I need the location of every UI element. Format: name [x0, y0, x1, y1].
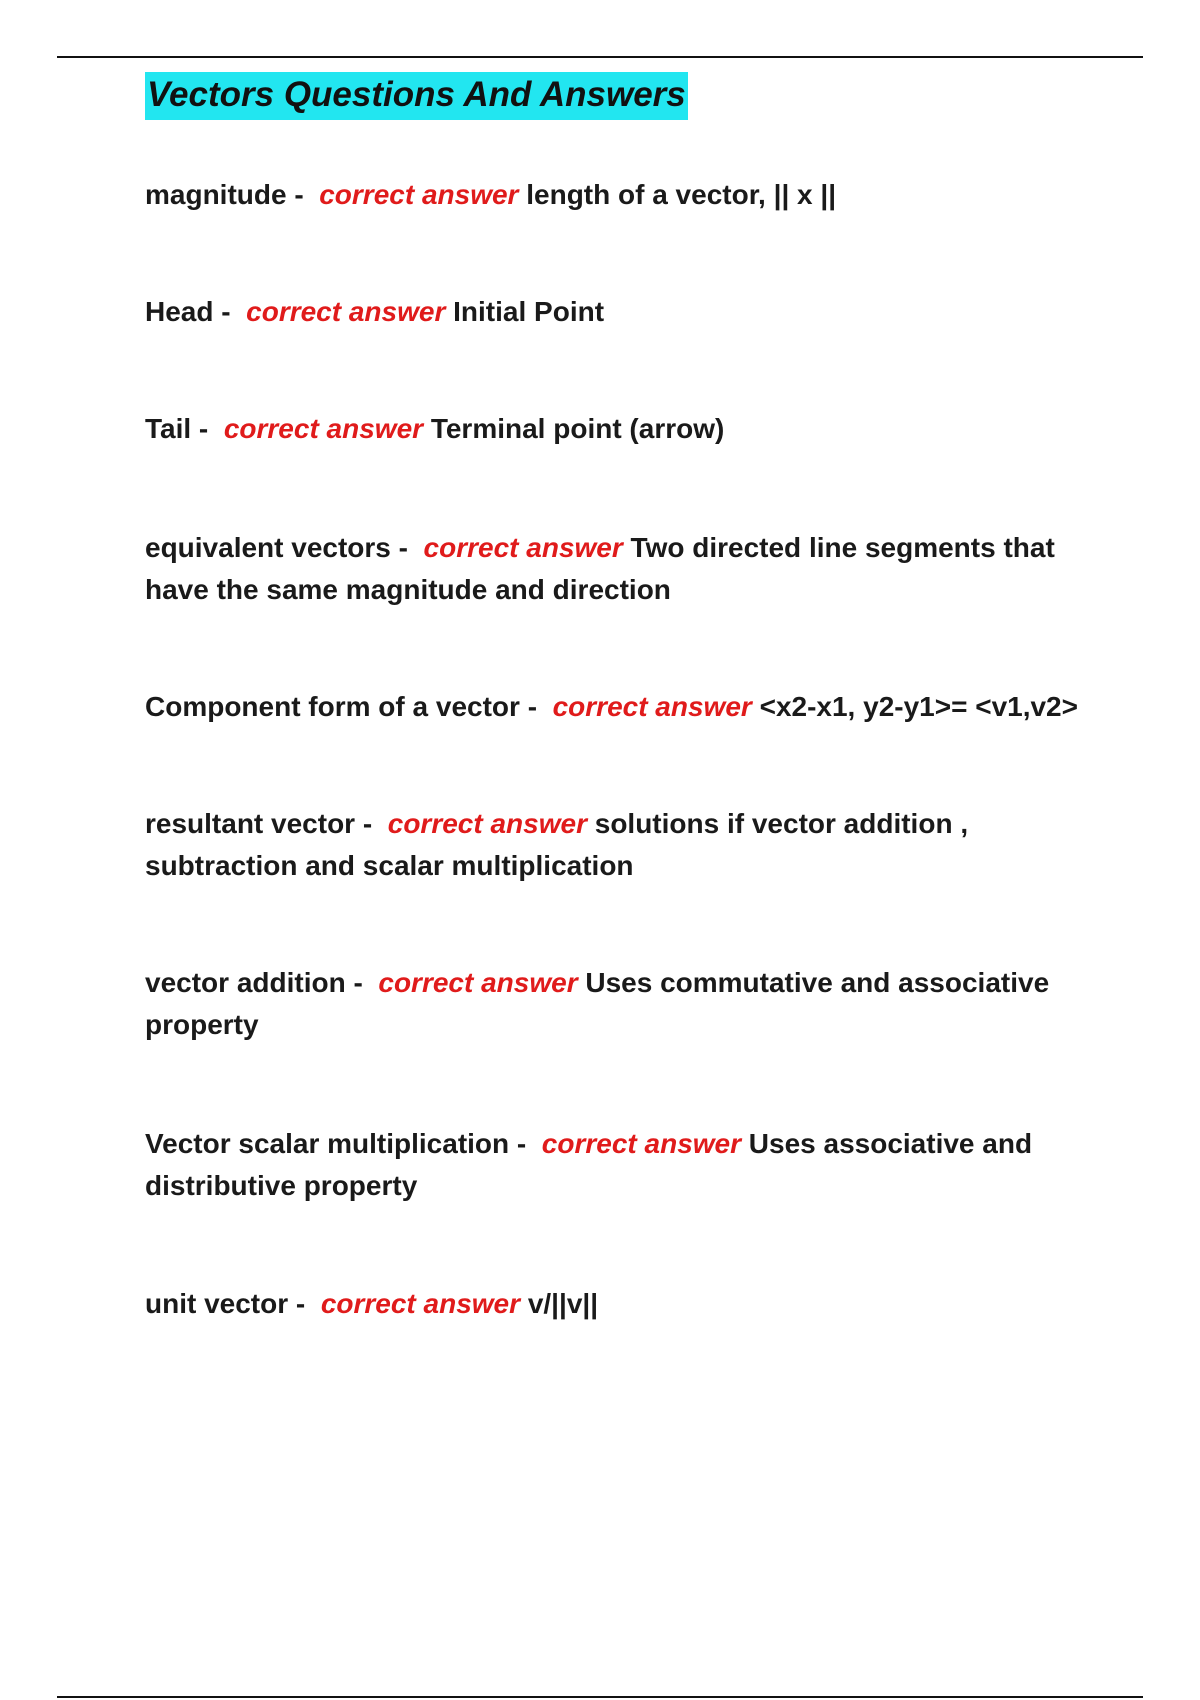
qa-answer: Uses associative and distributive property	[145, 1128, 1033, 1201]
qa-term: Head	[145, 296, 214, 327]
document-body	[145, 72, 1095, 1319]
qa-answer: v/||v||	[527, 1288, 599, 1319]
correct-answer-marker: correct answer	[378, 967, 578, 998]
qa-item-magnitude	[145, 174, 1095, 216]
qa-separator: -	[213, 296, 247, 327]
top-rule	[57, 56, 1143, 58]
qa-answer: Two directed line segments that have the same magnitude and direction	[145, 532, 1055, 605]
qa-term: vector addition	[145, 967, 346, 998]
correct-answer-marker: correct answer	[552, 691, 752, 722]
qa-separator: -	[288, 1288, 321, 1319]
correct-answer-marker: correct answer	[387, 808, 587, 839]
qa-item-component-form	[145, 686, 1095, 728]
bottom-rule	[57, 1696, 1143, 1698]
qa-item-tail	[145, 408, 1095, 450]
correct-answer-marker: correct answer	[246, 296, 446, 327]
correct-answer-marker: correct answer	[319, 179, 519, 210]
qa-term: unit vector	[145, 1288, 289, 1319]
correct-answer-marker: correct answer	[223, 413, 424, 444]
qa-term: Vector scalar multiplication	[145, 1128, 510, 1159]
qa-answer: <x2-x1, y2-y1>= <v1,v2>	[759, 691, 1078, 722]
correct-answer-marker: correct answer	[320, 1288, 521, 1319]
qa-term: equivalent vectors	[145, 532, 391, 563]
qa-term: magnitude	[145, 179, 287, 210]
qa-answer: Initial Point	[453, 296, 605, 327]
qa-item-vector-addition	[145, 962, 1095, 1046]
qa-item-scalar-multiplication	[145, 1123, 1095, 1207]
qa-separator: -	[286, 179, 320, 210]
correct-answer-marker: correct answer	[423, 532, 623, 563]
qa-answer: length of a vector, || x ||	[526, 179, 837, 210]
qa-item-equivalent-vectors	[145, 527, 1095, 611]
qa-separator: -	[345, 967, 379, 998]
qa-separator: -	[355, 808, 388, 839]
qa-answer: Terminal point (arrow)	[430, 413, 725, 444]
document-title: Vectors Questions And Answers	[145, 72, 688, 120]
qa-answer: Uses commutative and associative property	[145, 967, 1050, 1040]
qa-term: resultant vector	[145, 808, 356, 839]
qa-separator: -	[390, 532, 424, 563]
qa-item-resultant-vector	[145, 803, 1095, 887]
qa-term: Tail	[145, 413, 192, 444]
qa-separator: -	[519, 691, 553, 722]
qa-item-unit-vector	[145, 1283, 1095, 1325]
qa-term: Component form of a vector	[145, 691, 520, 722]
qa-separator: -	[509, 1128, 542, 1159]
qa-separator: -	[191, 413, 224, 444]
qa-answer: solutions if vector addition , subtraction and scalar multiplication	[145, 808, 969, 881]
correct-answer-marker: correct answer	[541, 1128, 742, 1159]
qa-item-head	[145, 291, 1095, 333]
